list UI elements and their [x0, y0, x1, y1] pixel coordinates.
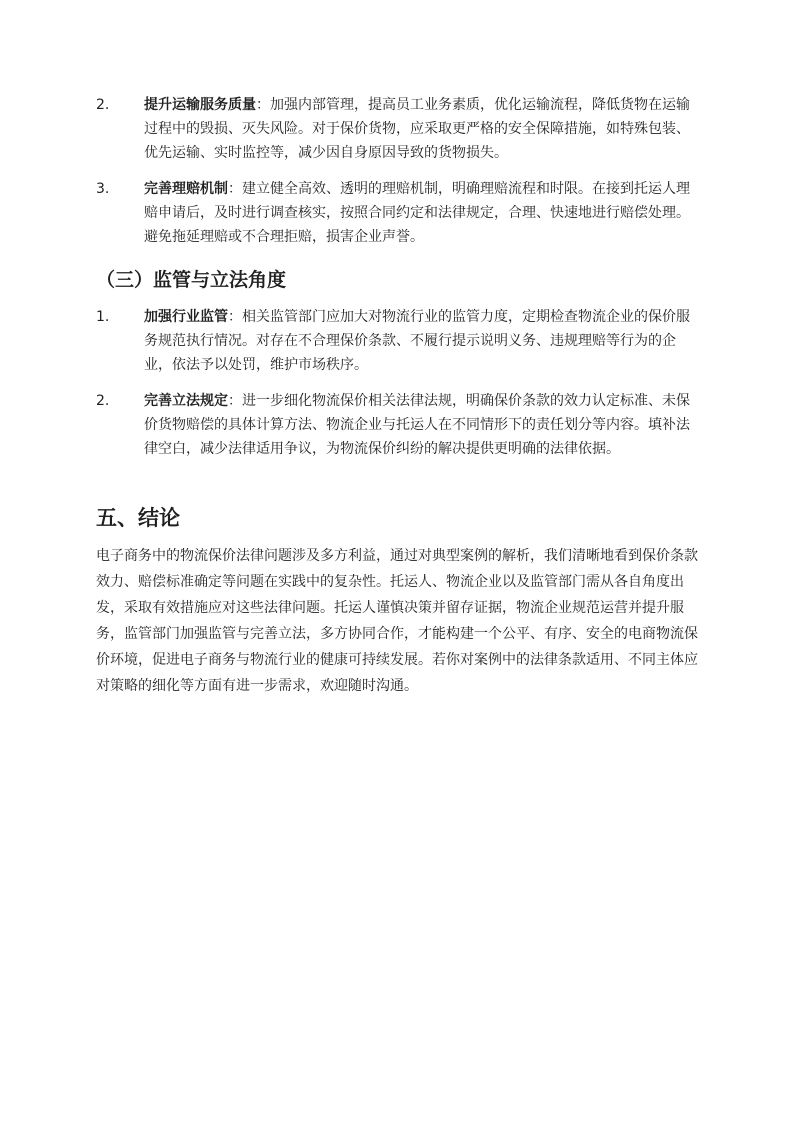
list-item: [96, 389, 702, 461]
section2-list: [96, 93, 702, 261]
item-text: ：相关监管部门应加大对物流行业的监管力度，定期检查物流企业的保价服务规范执行情况。对存在不合理保价条款、不履行提示说明义务、违规理赔等行为的企业，依法予以处罚，维护市场秩序。: [144, 309, 690, 373]
section3-list: [96, 305, 702, 473]
item-number: 1.: [96, 309, 110, 325]
list-item: [96, 93, 702, 165]
item-term: 完善立法规定: [144, 393, 228, 409]
conclusion-paragraph: 电子商务中的物流保价法律问题涉及多方利益，通过对典型案例的解析，我们清晰地看到保价条款效力、赔偿标准确定等问题在实践中的复杂性。托运人、物流企业以及监管部门需从各自角度出发，采取有效措施应对这些法律问题。托运人谨慎决策并留存证据，物流企业规范运营并提升服务，监管部门加强监管与完善立法，多方协同合作，才能构建一个公平、有序、安全的电商物流保价环境，促进电子商务与物流行业的健康可持续发展。若你对案例中的法律条款适用、不同主体应对策略的细化等方面有进一步需求，欢迎随时沟通。: [96, 548, 698, 694]
item-term: 加强行业监管: [144, 309, 228, 325]
item-text: ：建立健全高效、透明的理赔机制，明确理赔流程和时限。在接到托运人理赔申请后，及时进行调查核实，按照合同约定和法律规定，合理、快速地进行赔偿处理。避免拖延理赔或不合理拒赔，损害企业声誉。: [144, 181, 690, 245]
item-number: 2.: [96, 393, 110, 409]
item-term: 完善理赔机制: [144, 181, 228, 197]
item-number: 2.: [96, 97, 110, 113]
section3-heading: （三）监管与立法角度: [96, 269, 287, 291]
list-item: [96, 305, 702, 377]
conclusion-heading: 五、结论: [96, 506, 180, 530]
item-term: 提升运输服务质量: [144, 97, 256, 113]
item-number: 3.: [96, 181, 110, 197]
item-text: ：加强内部管理，提高员工业务素质，优化运输流程，降低货物在运输过程中的毁损、灭失风险。对于保价货物，应采取更严格的安全保障措施，如特殊包装、优先运输、实时监控等，减少因自身原因导致的货物损失。: [144, 97, 690, 161]
list-item: [96, 177, 702, 249]
item-text: ：进一步细化物流保价相关法律法规，明确保价条款的效力认定标准、未保价货物赔偿的具体计算方法、物流企业与托运人在不同情形下的责任划分等内容。填补法律空白，减少法律适用争议，为物流保价纠纷的解决提供更明确的法律依据。: [144, 393, 690, 457]
